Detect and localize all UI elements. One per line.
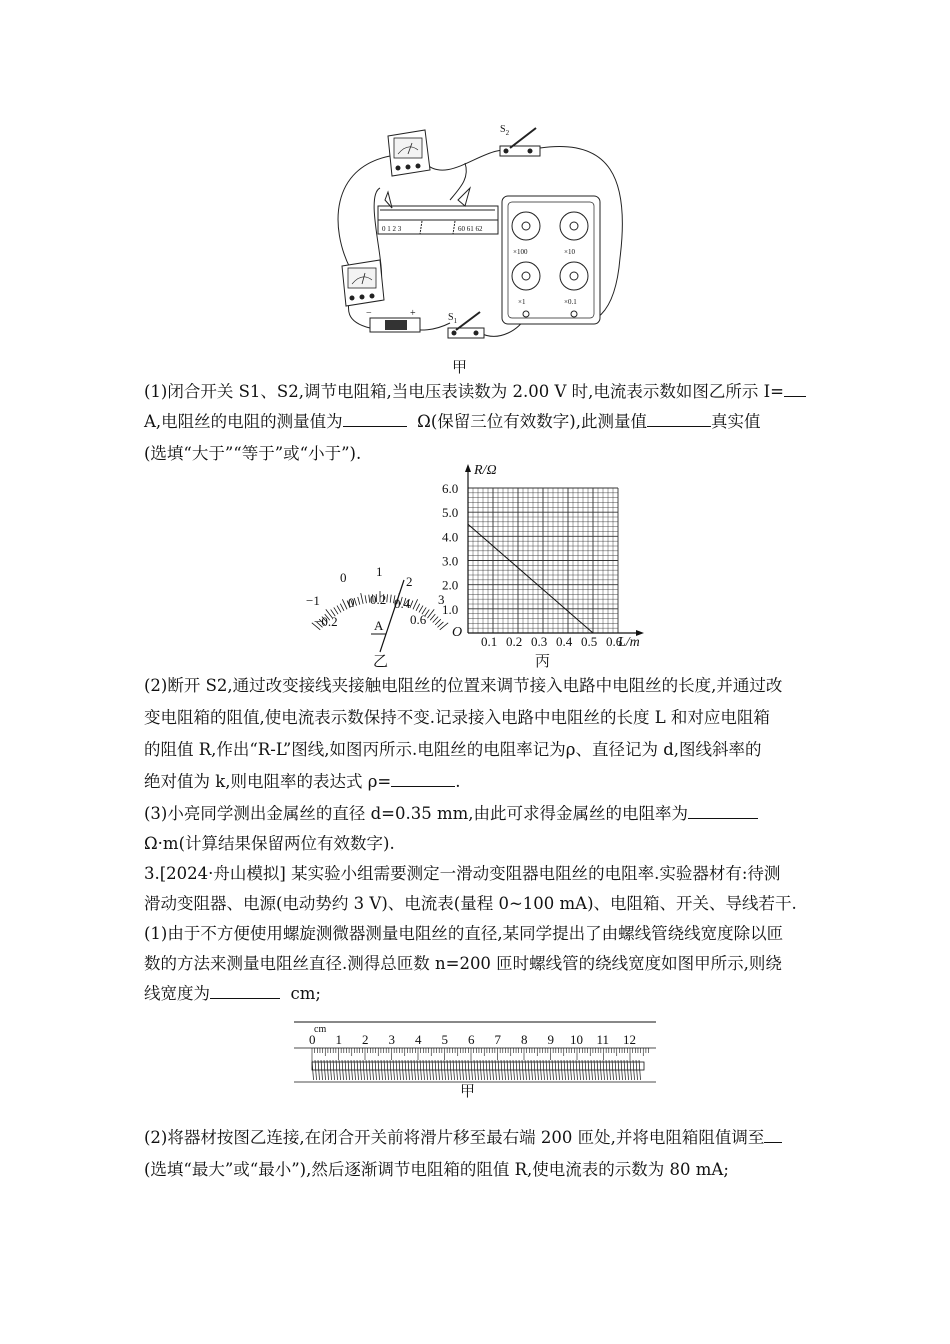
ammeter bbox=[342, 260, 384, 306]
answer-blank-compare[interactable] bbox=[647, 408, 711, 427]
x-axis-label: L/m bbox=[618, 635, 640, 650]
ruler-tick-label: 4 bbox=[415, 1032, 422, 1047]
p3-line5: 线宽度为 cm; bbox=[144, 978, 814, 1010]
ruler-tick-label: 10 bbox=[570, 1032, 583, 1047]
dial-tick bbox=[433, 617, 438, 623]
x-tick-label: 0.3 bbox=[531, 634, 548, 649]
p3-line4: 数的方法来测量电阻丝直径.测得总匝数 n=200 匝时螺线管的绕线宽度如图甲所示,则绕 bbox=[144, 954, 782, 973]
dial-outer-tick: 2 bbox=[406, 574, 413, 589]
dial-outer-tick: 3 bbox=[438, 592, 445, 607]
q2-line1: (2)断开 S2,通过改变接线夹接触电阻丝的位置来调节接入电路中电阻丝的长度,并通过改 bbox=[144, 676, 783, 695]
q3-line1: (3)小亮同学测出金属丝的直径 d=0.35 mm,由此可求得金属丝的电阻率为 bbox=[144, 798, 814, 830]
dial-tick bbox=[387, 594, 388, 602]
dial-unit: A bbox=[374, 618, 384, 633]
y-tick-label: 2.0 bbox=[442, 577, 459, 593]
q2-line4: 绝对值为 k,则电阻率的表达式 ρ= . bbox=[144, 766, 814, 798]
r-l-graph bbox=[440, 460, 680, 670]
ruler-tick-label: 1 bbox=[335, 1032, 342, 1047]
answer-blank-resistance[interactable] bbox=[343, 408, 407, 427]
dial-tick bbox=[390, 595, 391, 603]
answer-blank-box-setting[interactable] bbox=[764, 1124, 782, 1143]
dial-tick bbox=[410, 601, 413, 608]
y-tick-label: 5.0 bbox=[442, 505, 459, 521]
dial-tick bbox=[354, 598, 356, 606]
p3b-line2: (选填“最大”或“最小”),然后逐渐调节电阻箱的阻值 R,使电流表的示数为 80 mA; bbox=[144, 1160, 729, 1179]
q1-line3: (选填“大于”“等于”或“小于”). bbox=[144, 444, 362, 463]
q2-line3: 的阻值 R,作出“R-L”图线,如图丙所示.电阻丝的电阻率记为ρ、直径记为 d,图线斜率的 bbox=[144, 740, 762, 759]
dial-outer-tick: 1 bbox=[376, 564, 383, 579]
answer-blank-width[interactable] bbox=[210, 980, 280, 999]
ruler-unit: cm bbox=[314, 1024, 327, 1035]
ruler-tick-label: 7 bbox=[494, 1032, 501, 1047]
svg-text:×0.1: ×0.1 bbox=[564, 298, 577, 306]
x-tick-label: 0.1 bbox=[481, 634, 498, 649]
y-axis-label: R/Ω bbox=[474, 463, 497, 478]
dial-tick bbox=[365, 595, 366, 603]
dial-needle bbox=[380, 580, 404, 652]
svg-text:+: + bbox=[410, 308, 416, 319]
scale-left: 0 1 2 3 bbox=[382, 225, 402, 233]
q1-line1: (1)闭合开关 S1、S2,调节电阻箱,当电压表读数为 2.00 V 时,电流表示数如图乙所示 I= bbox=[144, 376, 814, 408]
x-tick-label: 0.4 bbox=[556, 634, 573, 649]
figure-bing-caption: 丙 bbox=[535, 652, 551, 670]
p3-line2: 滑动变阻器、电源(电动势约 3 V)、电流表(量程 0~100 mA)、电阻箱、开关、导线若干. bbox=[144, 894, 797, 913]
figure-jia-caption: 甲 bbox=[452, 358, 468, 376]
y-tick-label: 1.0 bbox=[442, 601, 459, 617]
s1-label: $S_1$ bbox=[448, 312, 458, 325]
dial-tick bbox=[430, 614, 435, 620]
resistance-wire-board bbox=[378, 188, 498, 234]
dial-outer-tick: 0 bbox=[340, 570, 347, 585]
dial-outer-tick: −1 bbox=[306, 593, 320, 608]
r-l-data-line bbox=[468, 524, 593, 633]
dial-inner-tick: 0.4 bbox=[394, 596, 411, 611]
ruler-tick-label: 2 bbox=[362, 1032, 369, 1047]
ruler-tick-label: 9 bbox=[547, 1032, 554, 1047]
x-tick-label: 0.5 bbox=[581, 634, 598, 649]
answer-blank-resistivity[interactable] bbox=[688, 800, 758, 819]
dial-inner-tick: 0.6 bbox=[410, 612, 427, 627]
voltmeter bbox=[388, 130, 430, 176]
ruler-tick-label: 12 bbox=[623, 1032, 636, 1047]
y-tick-label: 6.0 bbox=[442, 481, 459, 496]
dial-tick bbox=[342, 599, 347, 609]
ruler-tick-label: 8 bbox=[521, 1032, 528, 1047]
dial-tick bbox=[340, 604, 344, 611]
y-tick-label: 4.0 bbox=[442, 529, 459, 545]
dial-tick bbox=[361, 593, 363, 604]
x-tick-label: 0.6 bbox=[606, 634, 623, 649]
scale-right: 60 61 62 bbox=[458, 225, 483, 233]
svg-text:×1: ×1 bbox=[518, 298, 526, 306]
dial-tick bbox=[337, 606, 341, 613]
q3-line2: Ω·m(计算结果保留两位有效数字). bbox=[144, 834, 395, 853]
dial-tick bbox=[413, 599, 418, 609]
battery bbox=[366, 308, 420, 332]
answer-blank-resistivity-expr[interactable] bbox=[391, 768, 455, 787]
ruler-tick-label: 5 bbox=[441, 1032, 448, 1047]
ruler-tick-label: 0 bbox=[309, 1032, 316, 1047]
dial-inner-tick: −0.2 bbox=[314, 614, 338, 629]
dial-inner-tick: 0 bbox=[348, 595, 355, 610]
ruler-tick-label: 6 bbox=[468, 1032, 475, 1047]
ruler-tick-label: 3 bbox=[388, 1032, 395, 1047]
dial-tick bbox=[358, 597, 360, 605]
q2-line2: 变电阻箱的阻值,使电流表示数保持不变.记录接入电路中电阻丝的长度 L 和对应电阻箱 bbox=[144, 708, 770, 727]
ruler-tick-label: 11 bbox=[596, 1032, 610, 1047]
circuit-figure bbox=[330, 118, 630, 353]
y-tick-label: 3.0 bbox=[442, 553, 459, 569]
x-tick-label: 0.2 bbox=[506, 634, 523, 649]
q1-line2: A,电阻丝的电阻的测量值为 Ω(保留三位有效数字),此测量值 真实值 bbox=[144, 406, 814, 438]
resistance-box bbox=[502, 196, 600, 324]
switch-s1 bbox=[448, 312, 484, 338]
p3-line1: 3.[2024·舟山模拟] 某实验小组需要测定一滑动变阻器电阻丝的电阻率.实验器材有:待测 bbox=[144, 864, 781, 883]
svg-text:×100: ×100 bbox=[513, 248, 528, 256]
s2-label: $S_2$ bbox=[500, 124, 510, 137]
svg-text:−: − bbox=[366, 308, 372, 319]
origin-label: O bbox=[452, 625, 463, 640]
dial-tick bbox=[416, 604, 420, 611]
figure-ruler-caption: 甲 bbox=[460, 1082, 476, 1100]
p3-line3: (1)由于不方便使用螺旋测微器测量电阻丝的直径,某同学提出了由螺线管绕线宽度除以匝 bbox=[144, 924, 784, 943]
dial-inner-tick: 0.2 bbox=[370, 592, 387, 607]
graph-grid bbox=[468, 488, 618, 633]
figure-yi-caption: 乙 bbox=[373, 652, 389, 670]
switch-s2 bbox=[500, 124, 540, 156]
svg-text:×10: ×10 bbox=[564, 248, 575, 256]
answer-blank-current[interactable] bbox=[784, 378, 806, 397]
p3b-line1: (2)将器材按图乙连接,在闭合开关前将滑片移至最右端 200 匝处,并将电阻箱阻值调至 bbox=[144, 1122, 814, 1154]
